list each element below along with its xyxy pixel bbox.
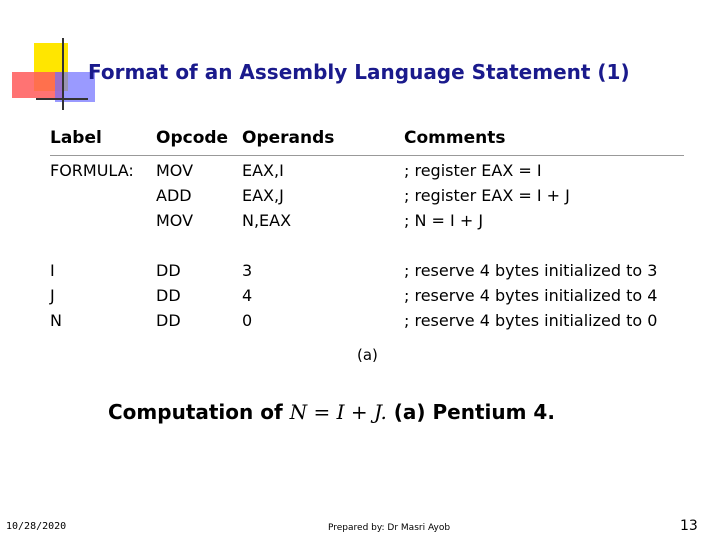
- row-opcode: DD: [156, 311, 181, 330]
- caption-formula: N = I + J.: [289, 400, 387, 424]
- row-operands: 0: [242, 311, 253, 330]
- row-opcode: DD: [156, 286, 181, 305]
- row-comments: ; reserve 4 bytes initialized to 4: [404, 286, 658, 305]
- row-opcode: ADD: [156, 186, 192, 205]
- header-label: Label: [50, 128, 102, 148]
- row-comments: ; N = I + J: [404, 211, 484, 230]
- row-opcode: MOV: [156, 161, 194, 180]
- row-label: J: [50, 286, 55, 305]
- row-label: I: [50, 261, 55, 280]
- row-label: FORMULA:: [50, 161, 134, 180]
- header-opcode: Opcode: [156, 128, 229, 148]
- header-operands: Operands: [242, 128, 335, 148]
- footer-date: 10/28/2020: [6, 521, 67, 532]
- slide-title: Format of an Assembly Language Statement (1): [88, 60, 630, 84]
- row-operands: 4: [242, 286, 253, 305]
- header-comments: Comments: [404, 128, 506, 148]
- header-divider: [50, 155, 684, 156]
- row-opcode: DD: [156, 261, 181, 280]
- footer-author: Prepared by: Dr Masri Ayob: [328, 523, 451, 533]
- page-number: 13: [680, 518, 698, 534]
- row-comments: ; register EAX = I: [404, 161, 542, 180]
- row-opcode: MOV: [156, 211, 194, 230]
- caption-suffix: (a) Pentium 4.: [386, 400, 555, 424]
- table-caption: (a): [357, 346, 378, 364]
- row-comments: ; reserve 4 bytes initialized to 3: [404, 261, 658, 280]
- row-comments: ; reserve 4 bytes initialized to 0: [404, 311, 658, 330]
- row-operands: N,EAX: [242, 211, 292, 230]
- row-operands: 3: [242, 261, 253, 280]
- row-comments: ; register EAX = I + J: [404, 186, 570, 205]
- decorative-horizontal-line: [36, 98, 88, 100]
- caption-prefix: Computation of: [108, 400, 290, 424]
- figure-caption: [108, 400, 555, 424]
- row-operands: EAX,J: [242, 186, 284, 205]
- row-label: N: [50, 311, 62, 330]
- row-operands: EAX,I: [242, 161, 284, 180]
